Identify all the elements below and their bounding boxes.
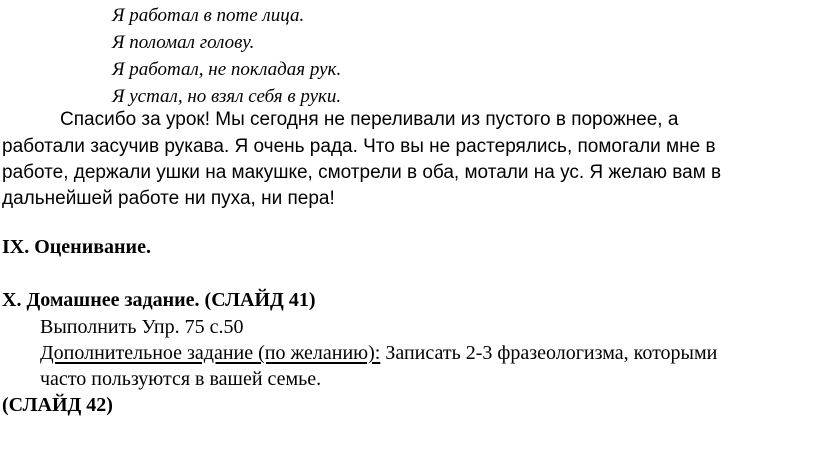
slide-reference: (СЛАЙД 42) [2, 394, 113, 416]
closing-paragraph-line: Спасибо за урок! Мы сегодня не переливали из пустого в порожнее, а [60, 109, 679, 130]
homework-extra-label: Дополнительное задание (по желанию): [40, 342, 381, 364]
poem-line: Я поломал голову. [112, 32, 255, 53]
poem-line: Я устал, но взял себя в руки. [112, 86, 342, 107]
homework-extra [40, 343, 717, 363]
closing-paragraph-line: дальнейшей работе ни пуха, ни пера! [2, 188, 335, 209]
poem-line: Я работал в поте лица. [112, 5, 305, 26]
closing-paragraph-line: работали засучив рукава. Я очень рада. Что вы не растерялись, помогали мне в [2, 136, 716, 157]
poem-line: Я работал, не покладая рук. [112, 59, 342, 80]
homework-extra-continuation: часто пользуются в вашей семье. [40, 368, 322, 390]
homework-extra-text: Записать 2-3 фразеологизма, которыми [380, 342, 718, 364]
section-heading-homework: X. Домашнее задание. (СЛАЙД 41) [2, 289, 316, 311]
closing-paragraph-line: работе, держали ушки на макушке, смотрели в оба, мотали на ус. Я желаю вам в [2, 162, 722, 183]
section-heading-evaluation: IX. Оценивание. [2, 236, 151, 258]
homework-task: Выполнить Упр. 75 с.50 [40, 316, 244, 338]
